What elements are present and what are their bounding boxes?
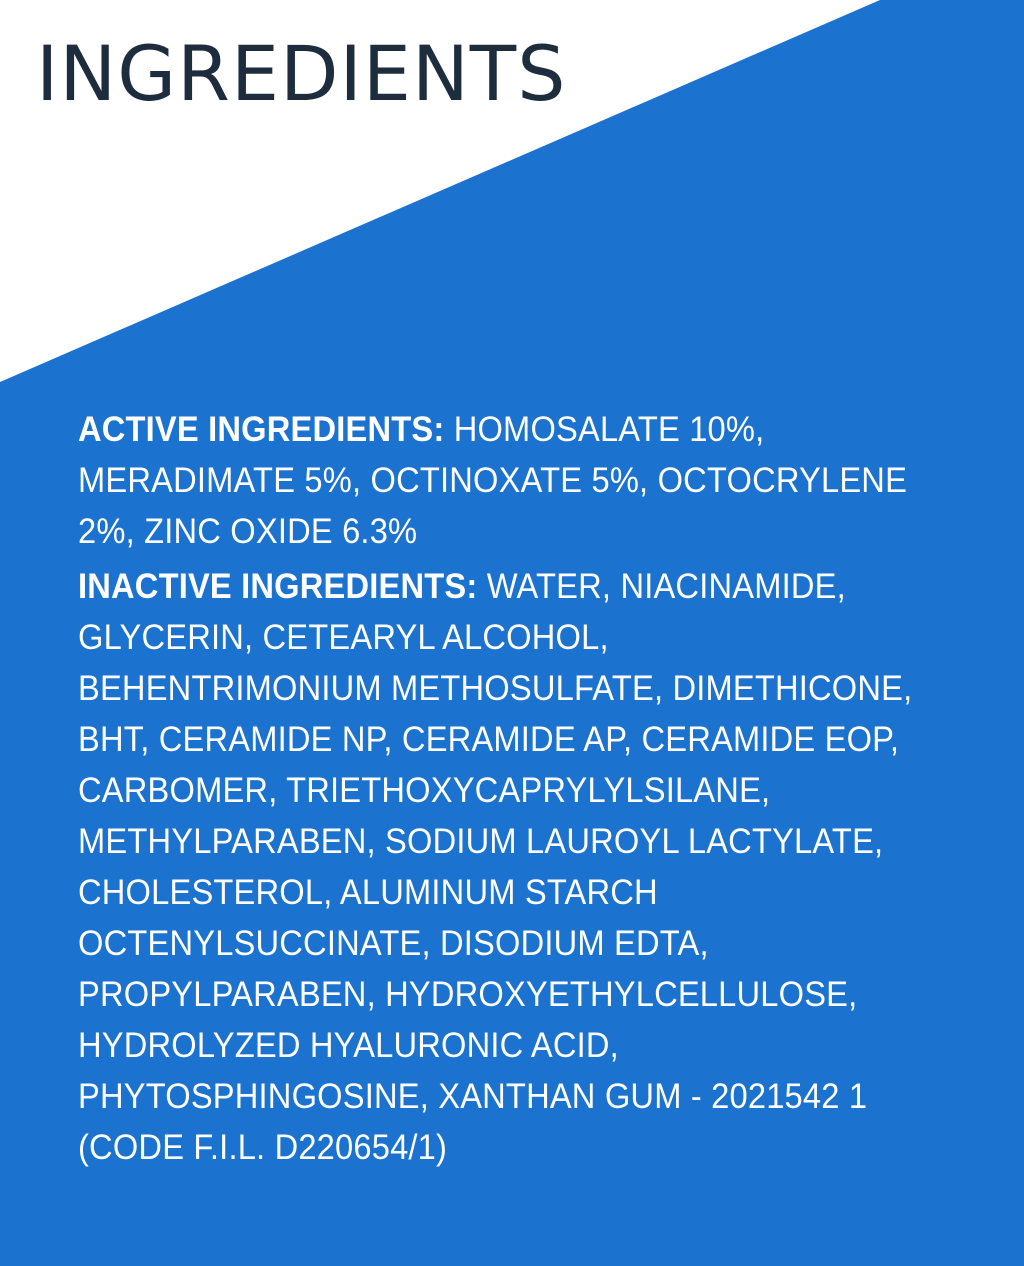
inactive-ingredients-heading: INACTIVE INGREDIENTS:	[78, 566, 478, 606]
ingredients-text-body	[78, 404, 921, 1177]
title-area	[0, 0, 1024, 200]
active-ingredients-heading: ACTIVE INGREDIENTS:	[78, 409, 445, 449]
page-title: INGREDIENTS	[36, 29, 567, 118]
active-ingredients-text: HOMOSALATE 10%, MERADIMATE 5%, OCTINOXATE 5%, OCTOCRYLENE 2%, ZINC OXIDE 6.3%	[78, 409, 908, 551]
active-ingredients-block	[78, 404, 921, 557]
inactive-ingredients-text: WATER, NIACINAMIDE, GLYCERIN, CETEARYL ALCOHOL, BEHENTRIMONIUM METHOSULFATE, DIMETHICONE, BHT, CERAMIDE NP, CERAMIDE AP, CERAMIDE EOP, CARBOMER, TRIETHOXYCAPRYLYLSILANE, METHYLPARABEN, SODIUM LAUROYL LACTYLATE, CHOLESTEROL, ALUMINUM STARCH OCTENYLSUCCINATE, DISODIUM EDTA, PROPYLPARABEN, HYDROXYETHYLCELLULOSE, HYDROLYZED HYALURONIC ACID, PHYTOSPHINGOSINE, XANTHAN GUM - 2021542 1 (CODE F.I.L. D220654/1)	[78, 566, 913, 1167]
inactive-ingredients-block	[78, 561, 921, 1173]
